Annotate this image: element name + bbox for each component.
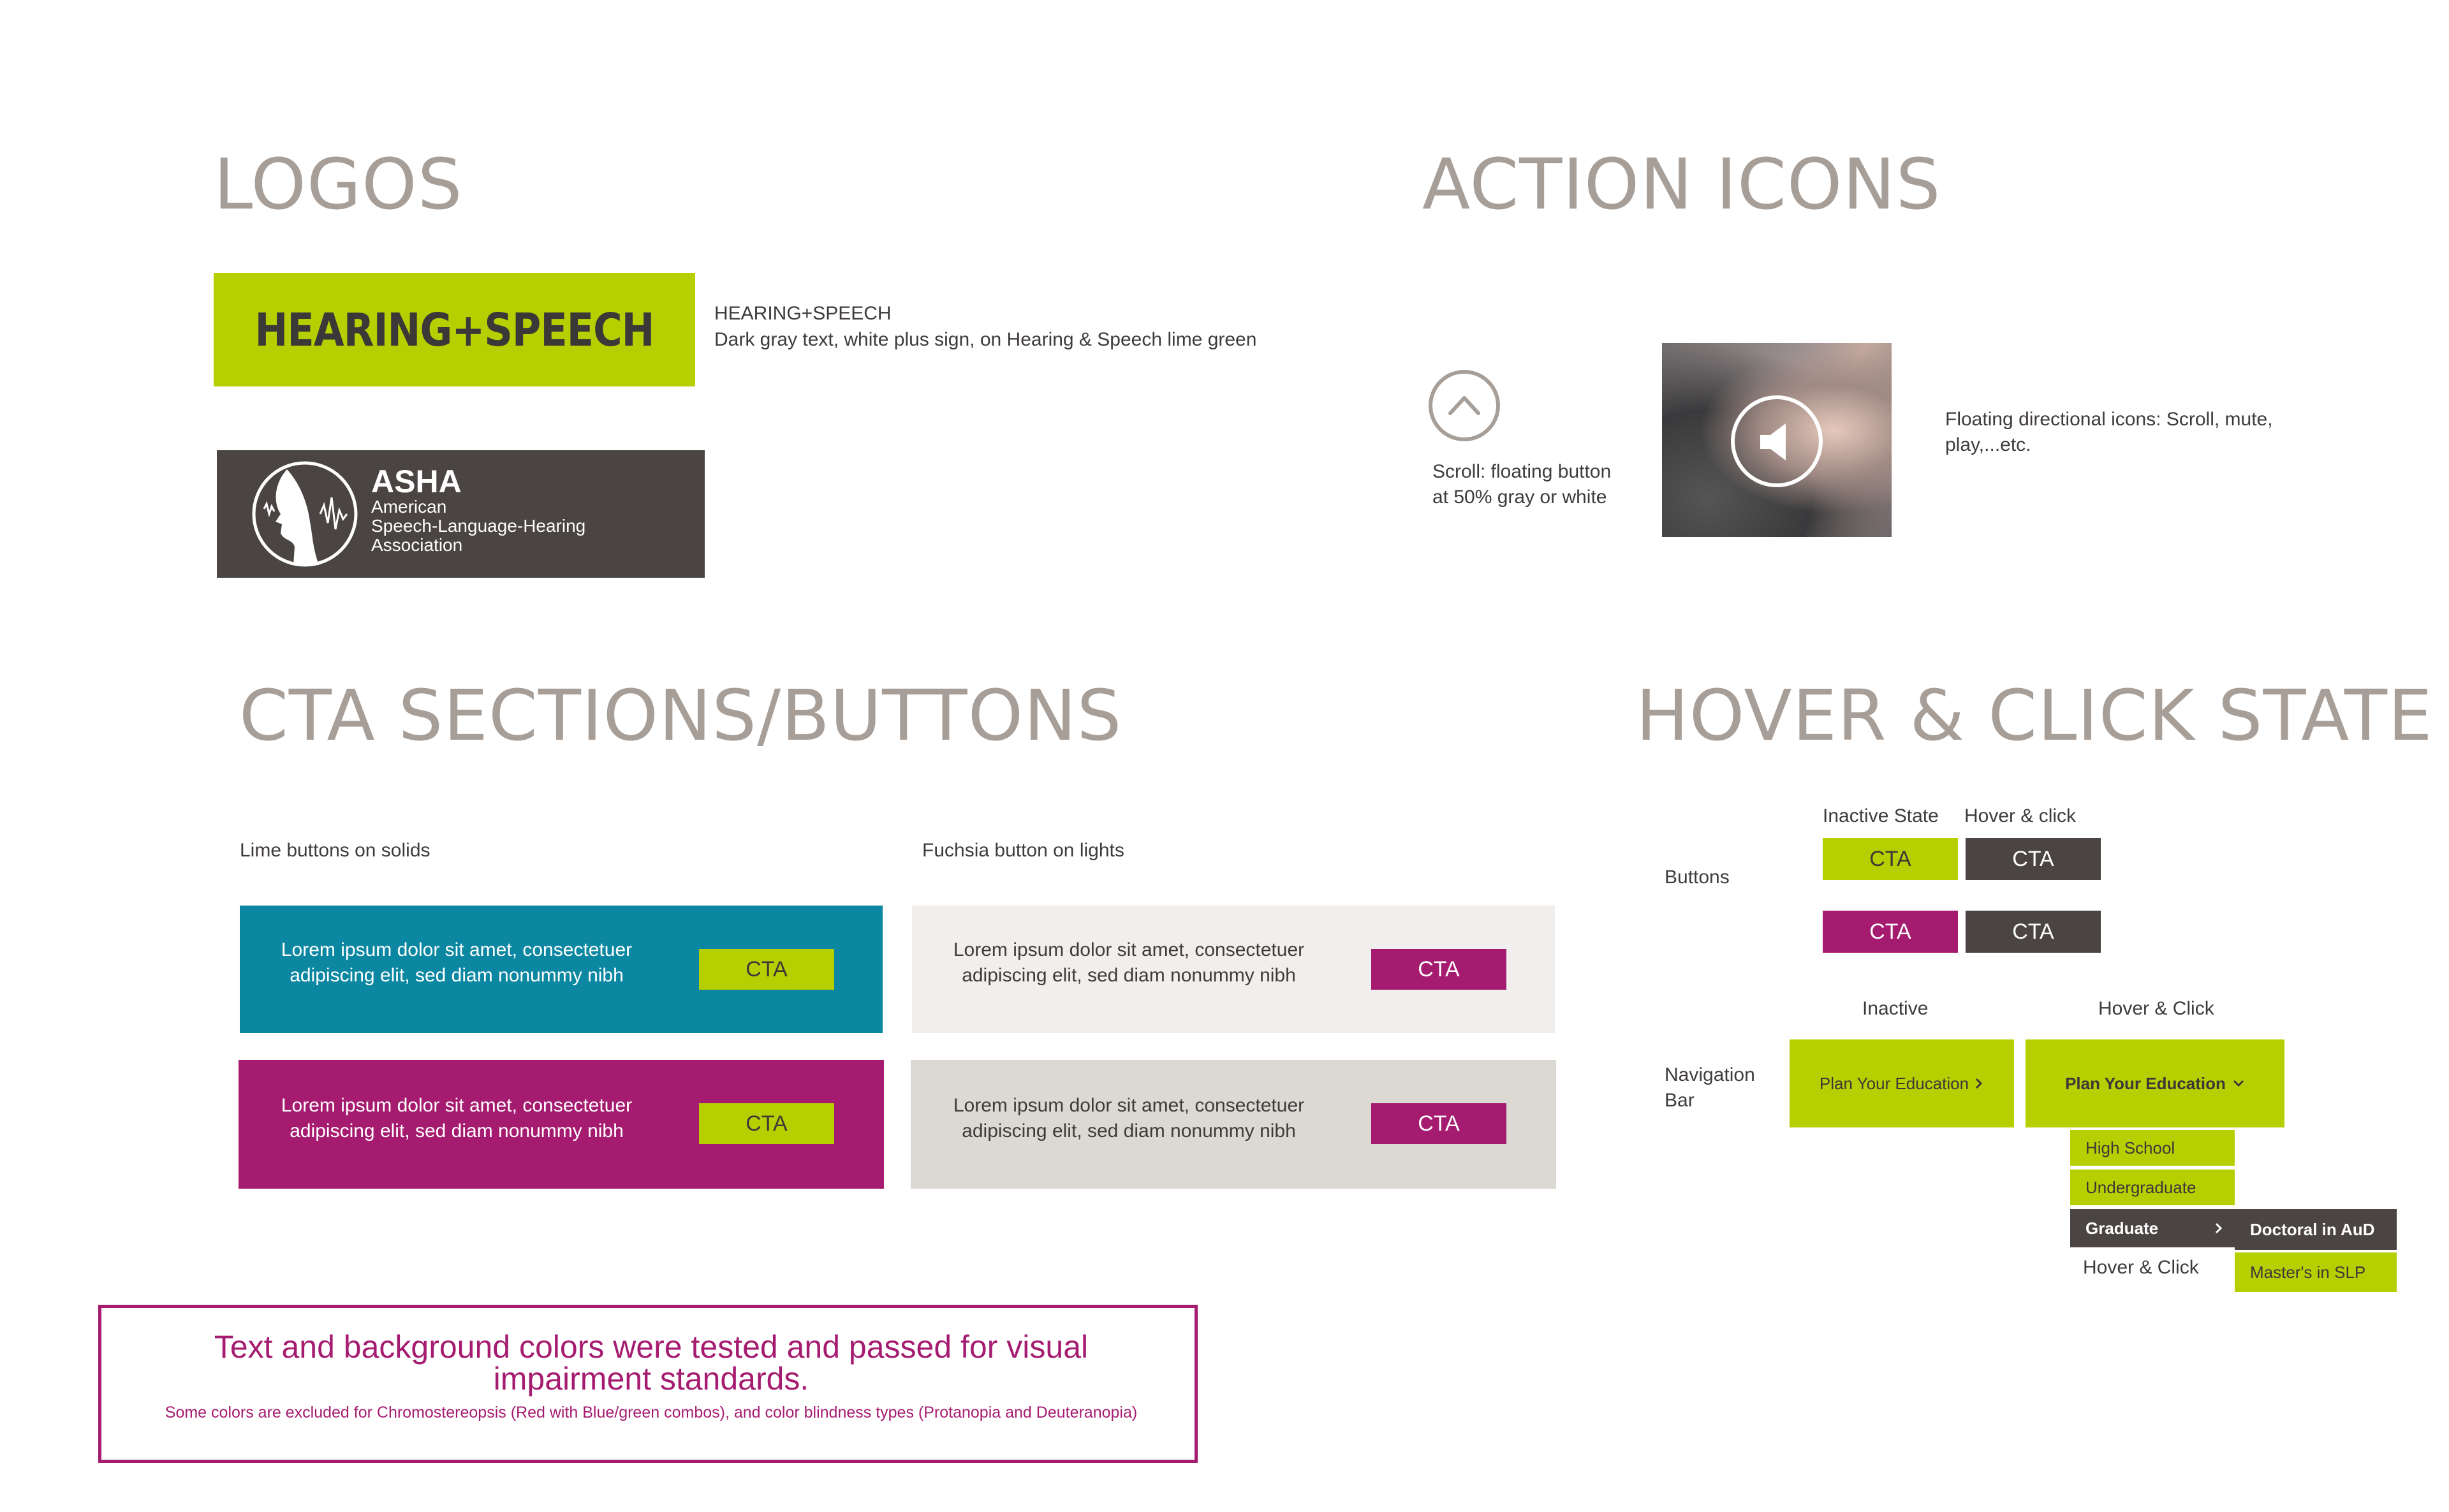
speaker-icon (1758, 421, 1797, 463)
dropdown-item-label: Undergraduate (2085, 1177, 2196, 1197)
floating-caption-2: play,...etc. (1945, 434, 2031, 455)
notice-sub-text: Some colors are excluded for Chromostereopsis (Red with Blue/green combos), and color blindness types (Protanopia and Deuteranopia) (165, 1404, 1138, 1421)
panel-text-line-2: adipiscing elit, sed diam nonummy nibh (962, 1120, 1296, 1141)
asha-line-3: Association (371, 535, 463, 555)
buttons-label: Buttons (1665, 867, 1730, 888)
nav-hover-click-label: Hover & Click (2098, 998, 2214, 1019)
sub-item-label: Master's in SLP (2250, 1262, 2366, 1282)
chevron-right-icon (1974, 1077, 1984, 1090)
dropdown-item-label: High School (2085, 1138, 2175, 1157)
panel-text-line-1: Lorem ipsum dolor sit amet, consectetuer (953, 939, 1305, 960)
cta-button-gray-hover-2[interactable]: CTA (1966, 911, 2101, 953)
cta-panel-teal (240, 906, 883, 1033)
nav-item-plan-inactive[interactable] (1790, 1039, 2014, 1127)
panel-text-line-2: adipiscing elit, sed diam nonummy nibh (290, 965, 624, 986)
scroll-caption-2: at 50% gray or white (1432, 487, 1607, 508)
panel-text-line-2: adipiscing elit, sed diam nonummy nibh (962, 965, 1296, 986)
panel-text-line-2: adipiscing elit, sed diam nonummy nibh (290, 1120, 624, 1141)
cta-button[interactable]: CTA (699, 949, 834, 990)
panel-text-line-1: Lorem ipsum dolor sit amet, consectetuer (281, 1095, 633, 1116)
floating-caption-1: Floating directional icons: Scroll, mute, (1945, 409, 2273, 430)
nav-item-label: Plan Your Education (2065, 1073, 2226, 1093)
chevron-right-icon (2214, 1222, 2223, 1235)
cta-heading: CTA SECTIONS/BUTTONS (239, 675, 1122, 756)
cta-button-fuchsia-inactive[interactable]: CTA (1823, 911, 1958, 953)
panel-text (950, 937, 1307, 988)
panel-text-line-1: Lorem ipsum dolor sit amet, consectetuer (281, 939, 633, 960)
asha-line-1: American (371, 497, 447, 517)
panel-text-line-1: Lorem ipsum dolor sit amet, consectetuer (953, 1095, 1305, 1116)
dropdown-hover-click-label: Hover & Click (2083, 1257, 2199, 1278)
cta-button-gray-hover[interactable]: CTA (1966, 838, 2101, 880)
cta-button[interactable]: CTA (1371, 1103, 1506, 1144)
sub-item-label: Doctoral in AuD (2250, 1219, 2375, 1239)
chevron-up-icon (1446, 389, 1482, 421)
cta-button-lime-inactive[interactable]: CTA (1823, 838, 1958, 880)
asha-logo (217, 450, 705, 578)
notice-main-text: Text and background colors were tested and passed for visual impairment standards. (214, 1329, 1089, 1397)
hearing-speech-logo-text: HEARING+SPEECH (254, 303, 654, 356)
nav-item-label: Plan Your Education (1819, 1073, 1969, 1093)
dropdown-item-graduate[interactable] (2070, 1209, 2235, 1247)
hover-click-heading: HOVER & CLICK STATE (1636, 675, 2433, 756)
scroll-button[interactable] (1429, 370, 1500, 441)
asha-title: ASHA (371, 464, 462, 499)
panel-text (278, 937, 635, 988)
asha-line-2: Speech-Language-Hearing (371, 516, 586, 536)
cta-button[interactable]: CTA (1371, 949, 1506, 990)
cta-panel-fuchsia (239, 1060, 884, 1189)
inactive-state-label: Inactive State (1823, 805, 1939, 826)
hover-click-label: Hover & click (1964, 805, 2077, 826)
dropdown-item-undergraduate[interactable] (2070, 1170, 2235, 1205)
hs-caption-title: HEARING+SPEECH (714, 303, 892, 324)
cta-panel-light (912, 906, 1555, 1033)
nav-inactive-label: Inactive (1862, 998, 1929, 1019)
mute-example-image (1662, 343, 1892, 537)
panel-text (278, 1093, 635, 1144)
chevron-down-icon (2232, 1078, 2245, 1089)
nav-item-plan-active[interactable] (2026, 1039, 2284, 1127)
logos-heading: LOGOS (214, 143, 463, 225)
mute-button[interactable] (1731, 395, 1823, 487)
hs-caption-desc: Dark gray text, white plus sign, on Hearing & Speech lime green (714, 329, 1257, 350)
cta-panel-beige (911, 1060, 1556, 1189)
fuchsia-button-label: Fuchsia button on lights (922, 840, 1124, 861)
navigation-bar-label-1: Navigation (1665, 1064, 1755, 1085)
scroll-caption-1: Scroll: floating button (1432, 461, 1612, 482)
sub-item-doctoral-aud[interactable] (2235, 1209, 2397, 1250)
action-icons-heading: ACTION ICONS (1422, 143, 1941, 225)
sub-item-masters-slp[interactable] (2235, 1252, 2397, 1292)
dropdown-item-label: Graduate (2085, 1218, 2159, 1238)
hearing-speech-logo (214, 273, 695, 386)
accessibility-notice (98, 1305, 1198, 1463)
panel-text (950, 1093, 1307, 1144)
cta-button[interactable]: CTA (699, 1103, 834, 1144)
asha-face-emblem-icon (249, 458, 364, 570)
dropdown-item-high-school[interactable] (2070, 1130, 2235, 1166)
navigation-bar-label-2: Bar (1665, 1090, 1695, 1111)
lime-buttons-label: Lime buttons on solids (240, 840, 430, 861)
